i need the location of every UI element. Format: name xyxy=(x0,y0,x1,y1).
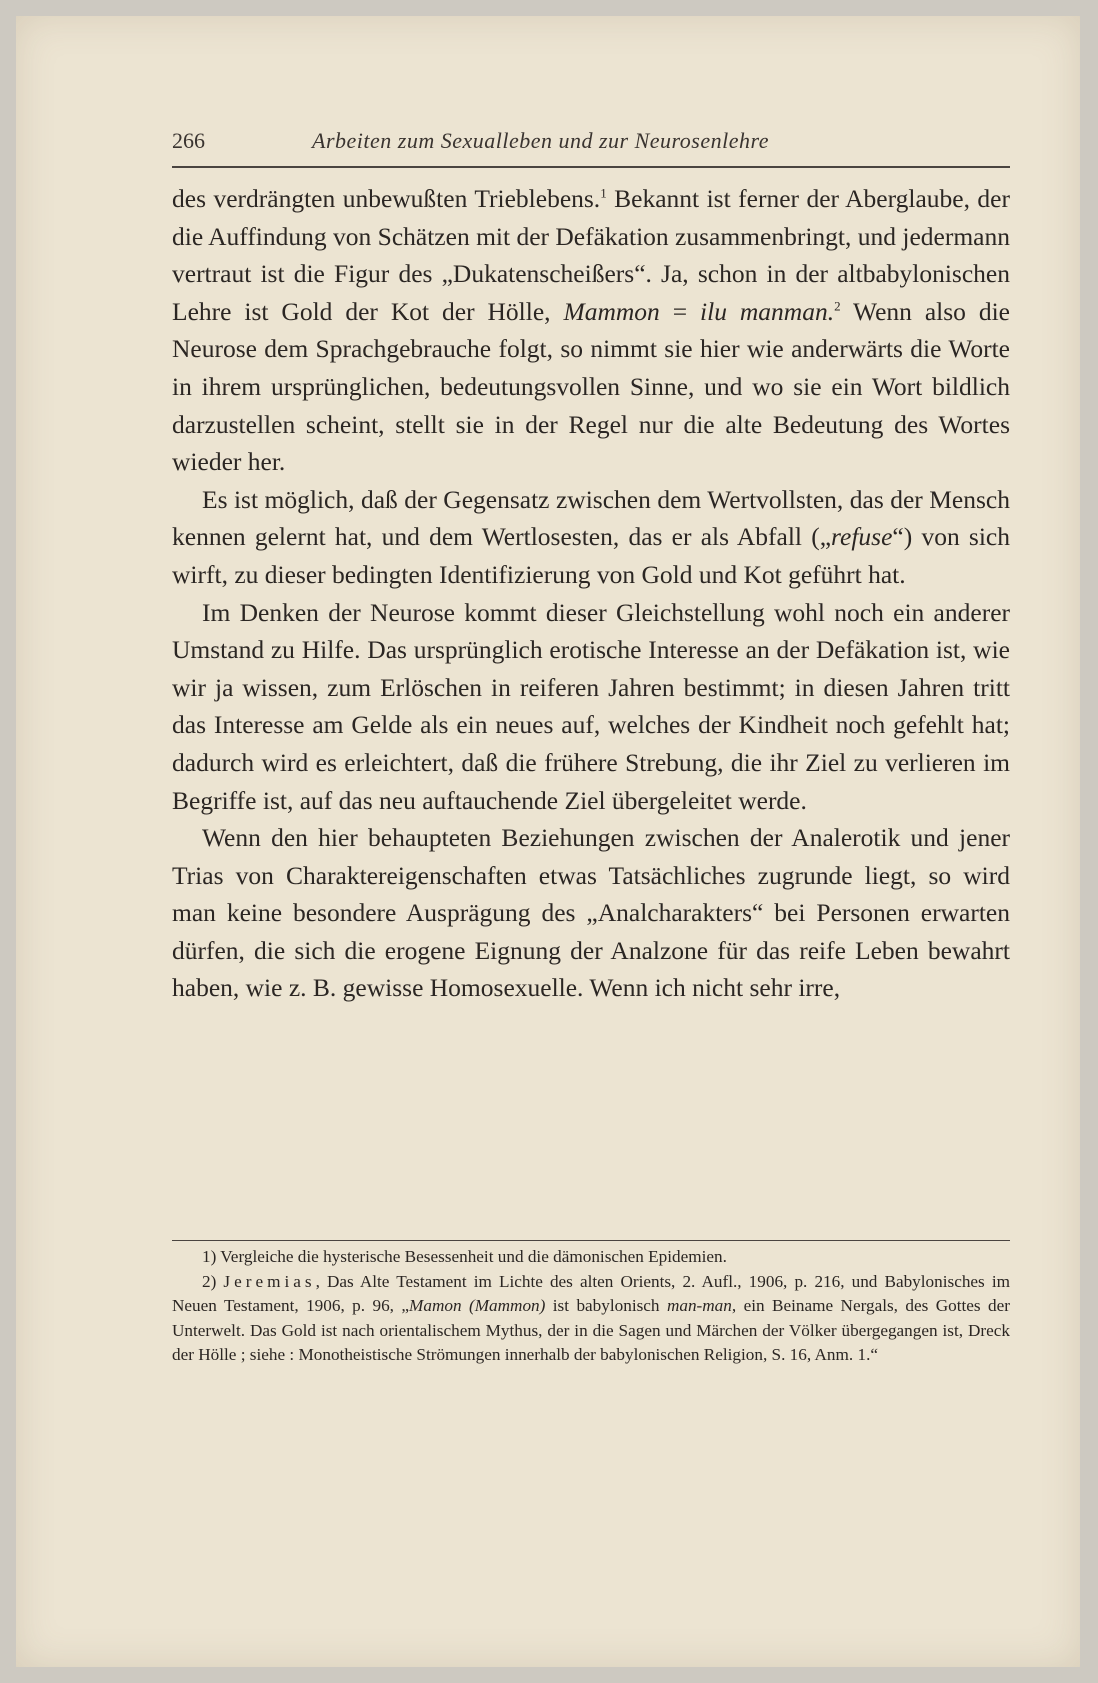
paragraph-1: des verdrängten unbewußten Trieblebens.$^1$ Bekannt ist ferner der Aberglaube, der die Auffindung von Schätzen mit der Defäkation zusammenbringt, und jedermann vertraut ist die Figur des „Dukatenscheißers“. Ja, schon in der altbabylonischen Lehre ist Gold der Kot der Hölle, Mammon = ilu manman.$^2$ Wenn also die Neurose dem Sprachgebrauche folgt, so nimmt sie hier wie anderwärts die Worte in ihrem ursprünglichen, bedeutungsvollen Sinne, und wo sie ein Wort bildlich darzustellen scheint, stellt sie in der Regel nur die alte Bedeutung des Wortes wieder her. xyxy=(172,184,1010,477)
paragraph-4: Wenn den hier behaupteten Beziehungen zwischen der Analerotik und jener Trias von Charaktereigenschaften etwas Tatsächliches zugrunde liegt, so wird man keine besondere Ausprägung des „Analcharakters“ bei Personen erwarten dürfen, die sich die erogene Eignung der Analzone für das reife Leben bewahrt haben, wie z. B. gewisse Homosexuelle. Wenn ich nicht sehr irre, xyxy=(172,823,1010,1003)
footnote-ref-1: 1 xyxy=(600,185,607,201)
running-title: Arbeiten zum Sexualleben und zur Neurosenlehre xyxy=(312,128,770,153)
footnote-1: 1) Vergleiche die hysterische Besessenheit und die dämonischen Epidemien. xyxy=(202,1247,727,1266)
page-number: 266 xyxy=(172,128,205,153)
paragraph-3: Im Denken der Neurose kommt dieser Gleichstellung wohl noch ein anderer Umstand zu Hilfe. Das ursprünglich erotische Interesse an der Defäkation ist, wie wir ja wissen, zum Erlöschen in reiferen Jahren bestimmt; in diesen Jahren tritt das Interesse am Gelde als ein neues auf, welches der Kindheit noch gefehlt hat; dadurch wird es erleichtert, daß die frühere Strebung, die ihr Ziel zu verlieren im Begriffe ist, auf das neu auftauchende Ziel übergeleitet werde. xyxy=(172,597,1010,815)
footnote-author: Jeremias xyxy=(223,1271,316,1291)
footnote-ref-2: 2 xyxy=(834,298,841,314)
page-header xyxy=(172,128,1012,168)
header-rule xyxy=(172,166,1010,168)
main-text xyxy=(172,180,1010,1007)
footnotes xyxy=(172,1245,1010,1368)
paragraph-2: Es ist möglich, daß der Gegensatz zwischen dem Wertvollsten, das der Mensch kennen gelernt hat, und dem Wertlosesten, das er als Abfall („refuse“) von sich wirft, zu dieser bedingten Identifizierung von Gold und Kot geführt hat. xyxy=(172,484,1010,589)
footnote-2: 2) Jeremias, Das Alte Testament im Lichte des alten Orients, 2. Aufl., 1906, p. 216, und Babylonisches im Neuen Testament, 1906, p. 96, „Mamon (Mammon) ist babylonisch man-man, ein Beiname Nergals, des Gottes der Unterwelt. Das Gold ist nach orientalischem Mythus, der in die Sagen und Märchen der Völker übergegangen ist, Dreck der Hölle ; siehe : Monotheistische Strömungen innerhalb der babylonischen Religion, S. 16, Anm. 1.“ xyxy=(172,1271,1010,1364)
footnote-rule xyxy=(172,1240,1010,1241)
